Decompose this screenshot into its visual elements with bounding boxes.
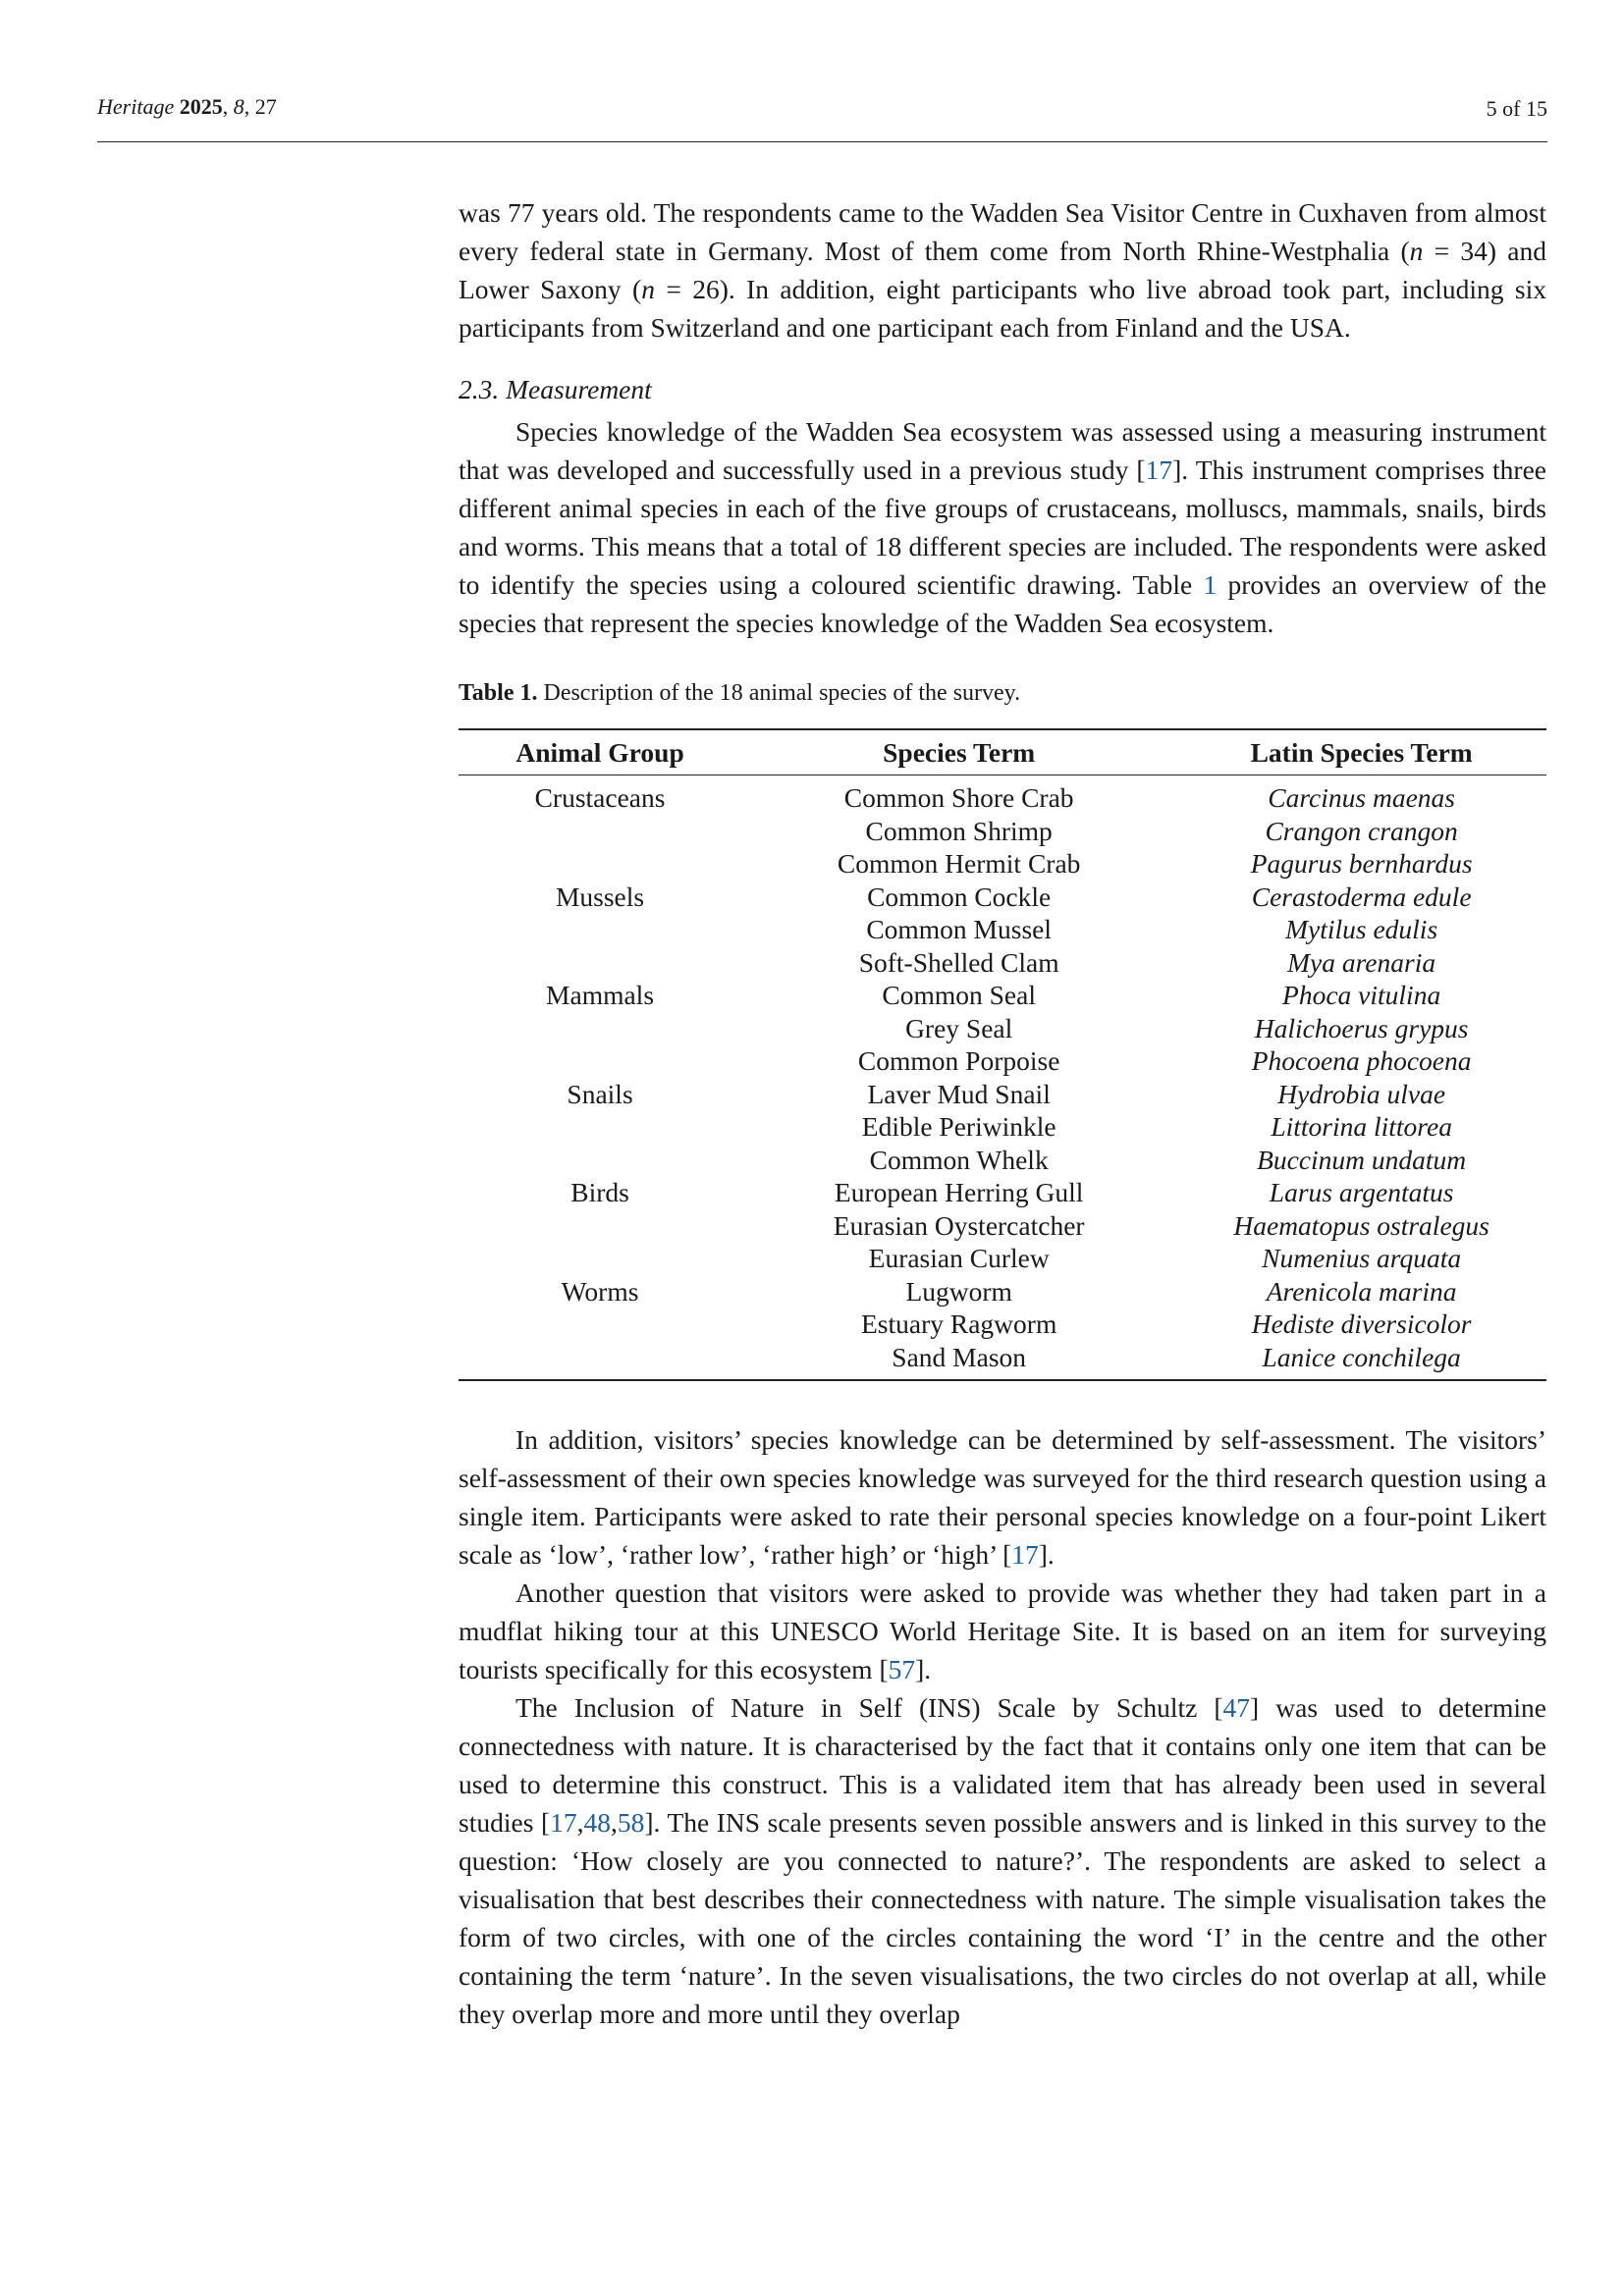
table-cell-species: Common Mussel: [866, 914, 1053, 944]
table-cell-group: [459, 1209, 741, 1243]
table-cell-group: [459, 1144, 741, 1177]
table-cell-group: Birds: [570, 1177, 629, 1207]
table-row: [459, 1242, 1546, 1275]
table-cell-latin: Lanice conchilega: [1176, 1341, 1546, 1381]
text-run: provides an overview of the species that represent the species knowledge of the Wadden Sea ecosystem.: [459, 569, 1546, 638]
text-run: ].: [1038, 1539, 1055, 1570]
table-cell-latin: Pagurus bernhardus: [1250, 848, 1473, 879]
table-cell-species: Common Porpoise: [857, 1045, 1060, 1076]
table-cell-latin: Carcinus maenas: [1268, 782, 1455, 813]
table-header-row: [459, 729, 1546, 775]
article-number: 27: [254, 94, 277, 119]
citation-link[interactable]: 58: [617, 1807, 645, 1838]
table-caption-text: Description of the 18 animal species of the survey.: [537, 680, 1021, 706]
table-row: [459, 979, 1546, 1012]
page-number: 5 of 15: [1486, 96, 1547, 121]
table-row: [459, 775, 1546, 815]
paragraph-self-assessment: [459, 1420, 1546, 1574]
text-run: = 26). In addition, eight participants who live abroad took part, including six participants from Switzerland and one participant each from Finland and the USA.: [459, 274, 1546, 343]
table-row: [459, 1144, 1546, 1177]
table-cell-latin: Cerastoderma edule: [1251, 881, 1472, 912]
table-cell-species: Common Shrimp: [865, 815, 1053, 846]
table-cell-latin: Halichoerus grypus: [1254, 1012, 1469, 1043]
paragraph-mudflat-tour: [459, 1574, 1546, 1688]
table-cell-latin: Numenius arquata: [1262, 1243, 1462, 1273]
paragraph-participants: [459, 193, 1546, 347]
text-run: ]. This instrument comprises three different animal species in each of the five groups of crustaceans, molluscs, mammals, snails, birds and worms. This means that a total of 18 different species are included. The respondents were asked to identify the species using a coloured scientific drawing. Table: [459, 454, 1546, 600]
table-cell-group: Worms: [561, 1275, 639, 1307]
text-run: ,: [610, 1807, 618, 1838]
table-cell-group: [459, 1012, 741, 1045]
paragraph-ins-scale: [459, 1688, 1546, 2033]
table-cell-group: [459, 946, 741, 980]
citation-link[interactable]: 48: [583, 1807, 611, 1838]
table-cell-species: Laver Mud Snail: [867, 1078, 1051, 1109]
table-cell-latin: Buccinum undatum: [1257, 1144, 1467, 1175]
text-run: ]. The INS scale presents seven possible answers and is linked in this survey to the question: ‘How closely are you connected to nature?’. The respondents are asked to select a visualisation that best describes their connectedness with nature. The simple visualisation takes the form of two circles, with one of the circles containing the word ‘I’ in the centre and the other containing the term ‘nature’. In the seven visualisations, the two circles do not overlap at all, while they overlap more and more until they overlap: [459, 1807, 1546, 2029]
table-cell-group: [459, 847, 741, 881]
table-cell-group: [459, 913, 741, 946]
table-row: [459, 847, 1546, 881]
table-cell-species: Common Shore Crab: [843, 782, 1074, 813]
table-cell-species: Sand Mason: [741, 1341, 1176, 1381]
table-row: [459, 1341, 1546, 1381]
text-run: = 34) and Lower Saxony (: [459, 236, 1546, 304]
citation-link[interactable]: 47: [1222, 1692, 1251, 1723]
italic-n: n: [641, 274, 655, 304]
table-cell-latin: Arenicola marina: [1266, 1275, 1457, 1307]
table-cell-latin: Phoca vitulina: [1282, 980, 1441, 1010]
table-row: [459, 1078, 1546, 1111]
citation-link[interactable]: 17: [1011, 1539, 1039, 1570]
table-cell-latin: Hediste diversicolor: [1251, 1308, 1472, 1339]
table-cell-latin: Mytilus edulis: [1285, 914, 1438, 944]
table-cell-group: [459, 1341, 741, 1381]
table-row: [459, 1110, 1546, 1144]
table-cell-species: Estuary Ragworm: [861, 1308, 1057, 1339]
citation-link[interactable]: 17: [550, 1807, 577, 1838]
text-run: Species knowledge of the Wadden Sea ecosystem was assessed using a measuring instrument that was developed and successfully used in a previous study [: [459, 416, 1546, 485]
text-run: ] was used to determine connectedness with nature. It is characterised by the fact that it contains only one item that can be used to determine this construct. This is a validated item that has already been used in several studies [: [459, 1692, 1546, 1838]
journal-year: 2025: [179, 94, 223, 119]
citation-link[interactable]: 17: [1145, 454, 1173, 485]
table-row: [459, 1275, 1546, 1308]
section-heading: 2.3. Measurement: [459, 374, 652, 404]
table-cell-latin: Phocoena phocoena: [1251, 1045, 1472, 1076]
table-row: [459, 1308, 1546, 1341]
table-cell-species: Common Cockle: [867, 881, 1052, 912]
table-cell-group: [459, 1242, 741, 1275]
table-row: [459, 913, 1546, 946]
table-caption-label: Table 1.: [459, 680, 538, 706]
table-row: [459, 815, 1546, 848]
table-cell-group: [459, 815, 741, 848]
table-row: [459, 1209, 1546, 1243]
paragraph-measurement: [459, 412, 1546, 642]
text-run: Another question that visitors were asked to provide was whether they had taken part in a mudflat hiking tour at this UNESCO World Heritage Site. It is based on an item for surveying tourists specifically for this ecosystem [: [459, 1577, 1546, 1684]
table-caption: [459, 677, 1546, 709]
text-run: The Inclusion of Nature in Self (INS) Scale by Schultz [: [515, 1692, 1223, 1723]
column-header: Animal Group: [459, 729, 741, 775]
table-cell-species: Eurasian Oystercatcher: [833, 1209, 1085, 1241]
table-cell-group: [459, 1308, 741, 1341]
table-cell-species: Common Hermit Crab: [837, 848, 1081, 879]
table-row: [459, 1176, 1546, 1209]
table-row: [459, 946, 1546, 980]
table-cell-species: Edible Periwinkle: [861, 1111, 1056, 1142]
table-cell-group: [459, 1044, 741, 1078]
table-cell-species: European Herring Gull: [834, 1177, 1084, 1207]
table-cell-species: Lugworm: [905, 1275, 1012, 1307]
table-cell-group: Crustaceans: [534, 782, 666, 813]
journal-name: Heritage: [97, 94, 175, 119]
table-cell-latin: Larus argentatus: [1269, 1177, 1454, 1207]
text-run: In addition, visitors’ species knowledge can be determined by self-assessment. The visitors’ self-assessment of their own species knowledge was surveyed for the third research question using a single item. Participants were asked to rate their personal species knowledge on a four-point Likert scale as ‘low’, ‘rather low’, ‘rather high’ or ‘high’ [: [459, 1424, 1546, 1570]
table-row: [459, 1044, 1546, 1078]
text-run: ,: [576, 1807, 584, 1838]
table-row: [459, 881, 1546, 914]
table-cell-species: Eurasian Curlew: [868, 1243, 1050, 1273]
page-header: [97, 94, 1547, 142]
text-run: ].: [915, 1654, 932, 1684]
table-link[interactable]: 1: [1203, 569, 1218, 600]
table-cell-latin: Crangon crangon: [1265, 815, 1458, 846]
table-row: [459, 1012, 1546, 1045]
table-cell-group: Snails: [567, 1078, 633, 1109]
italic-n: n: [1409, 236, 1424, 266]
journal-citation: Heritage 2025, 8, 27: [97, 94, 277, 119]
text-run: was 77 years old. The respondents came to the Wadden Sea Visitor Centre in Cuxhaven from almost every federal state in Germany. Most of them come from North Rhine-Westphalia (: [459, 197, 1546, 266]
table-cell-latin: Hydrobia ulvae: [1277, 1078, 1446, 1109]
table-cell-species: Common Whelk: [869, 1144, 1049, 1175]
table-cell-group: [459, 1110, 741, 1144]
table-cell-latin: Haematopus ostralegus: [1233, 1209, 1489, 1241]
column-header: Latin Species Term: [1176, 729, 1546, 775]
table-cell-species: Soft-Shelled Clam: [858, 946, 1059, 978]
column-header: Species Term: [741, 729, 1176, 775]
table-cell-latin: Mya arenaria: [1287, 946, 1436, 978]
table-cell-group: Mammals: [546, 980, 655, 1010]
table-cell-latin: Littorina littorea: [1271, 1111, 1452, 1142]
table-cell-species: Common Seal: [882, 980, 1036, 1010]
table-cell-species: Grey Seal: [905, 1012, 1013, 1043]
citation-link[interactable]: 57: [888, 1654, 916, 1684]
main-content: [459, 193, 1546, 2033]
table-cell-group: Mussels: [555, 881, 645, 912]
journal-volume: 8: [233, 94, 244, 119]
species-table: [459, 728, 1546, 1381]
